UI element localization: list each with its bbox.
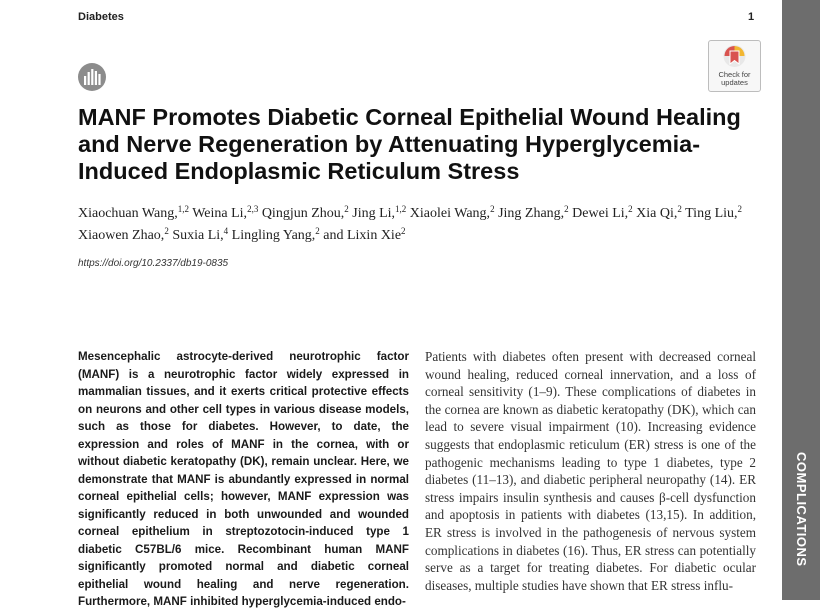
doi-link[interactable]: https://doi.org/10.2337/db19-0835: [78, 258, 229, 269]
article-title: MANF Promotes Diabetic Corneal Epithelial Wound Healing and Nerve Regeneration by Attenuating Hyperglycemia-Induced Endoplasmic Reticulum Stress: [78, 104, 741, 184]
body-text: Patients with diabetes often present with decreased corneal wound healing, reduced corneal innervation, and a loss of corneal sensitivity (1–9). These complications of diabetes in the cornea are known as diabetic keratopathy (DK), which can lead to severe visual impairment (10). Increasing evidence suggests that endoplasmic reticulum (ER) stress is one of the pathogenic mechanisms leading to type 1 diabetes, type 2 diabetes (11–13), and diabetic peripheral neuropathy (14). ER stress impairs insulin synthesis and causes β-cell dysfunction and apoptosis in patients with diabetes (13,15). In addition, ER stress is involved in the pathogenesis of nervous system complications in diabetes (16). Thus, ER stress can potentially serve as a target for treating diabetes. For diabetic ocular diseases, multiple studies have shown that ER stress influ-: [425, 349, 756, 593]
author-name: Ting Liu,: [685, 206, 738, 221]
author-name: Qingjun Zhou,: [261, 206, 345, 221]
author-name: Xia Qi,: [636, 206, 678, 221]
journal-logo-icon: [77, 62, 107, 92]
bookmark-icon: [709, 43, 760, 73]
badge-label: Check for updates: [718, 70, 751, 87]
author-name: and Lixin Xie: [323, 227, 402, 243]
abstract-text: Mesencephalic astrocyte-derived neurotrophic factor (MANF) is a neurotrophic factor widely expressed in mammalian tissues, and it exerts critical protective effects on neurons and other cell types in various disease models, such as those for diabetes. However, to date, the expression and roles of MANF in the cornea, with or without diabetic keratopathy (DK), remain unclear. Here, we demonstrate that MANF is abundantly expressed in normal corneal epithelial cells; however, MANF expression was significantly reduced in both unwounded and wounded corneal epithelium in streptozotocin-induced type 1 diabetic C57BL/6 mice. Recombinant human MANF significantly promoted normal and diabetic corneal epithelial wound healing and nerve regeneration. Furthermore, MANF inhibited hyperglycemia-induced endo-: [78, 350, 409, 608]
section-sidebar: [782, 0, 820, 600]
author-affiliation: 2: [401, 225, 406, 236]
author-affiliation: 2: [737, 204, 743, 214]
author-name: Xiaochuan Wang,: [78, 206, 178, 221]
author-affiliation: 4: [223, 225, 229, 236]
author-affiliation: 2: [315, 225, 320, 236]
author-name: Dewei Li,: [572, 206, 629, 221]
author-affiliation: 2: [628, 204, 633, 214]
author-affiliation: 2: [164, 225, 169, 236]
author-affiliation: 2: [677, 204, 682, 214]
author-name: Weina Li,: [192, 206, 248, 221]
author-name: Jing Zhang,: [498, 206, 565, 221]
author-name: Jing Li,: [352, 206, 396, 221]
author-affiliation: 2: [564, 204, 569, 214]
author-affiliation: 1,2: [177, 204, 189, 214]
author-affiliation: 2: [344, 204, 349, 214]
running-head-journal: Diabetes: [78, 11, 124, 23]
author-affiliation: 2: [490, 204, 495, 214]
author-name: Suxia Li,: [172, 227, 224, 243]
author-affiliation: 2,3: [247, 204, 259, 214]
page-number: 1: [748, 11, 755, 23]
section-label: COMPLICATIONS: [794, 452, 809, 567]
check-for-updates-badge[interactable]: [708, 40, 761, 92]
author-name: Xiaowen Zhao,: [78, 227, 165, 243]
author-name: Lingling Yang,: [231, 227, 316, 243]
author-affiliation: 1,2: [395, 204, 407, 214]
author-list: [78, 203, 768, 246]
author-name: Xiaolei Wang,: [409, 206, 491, 221]
